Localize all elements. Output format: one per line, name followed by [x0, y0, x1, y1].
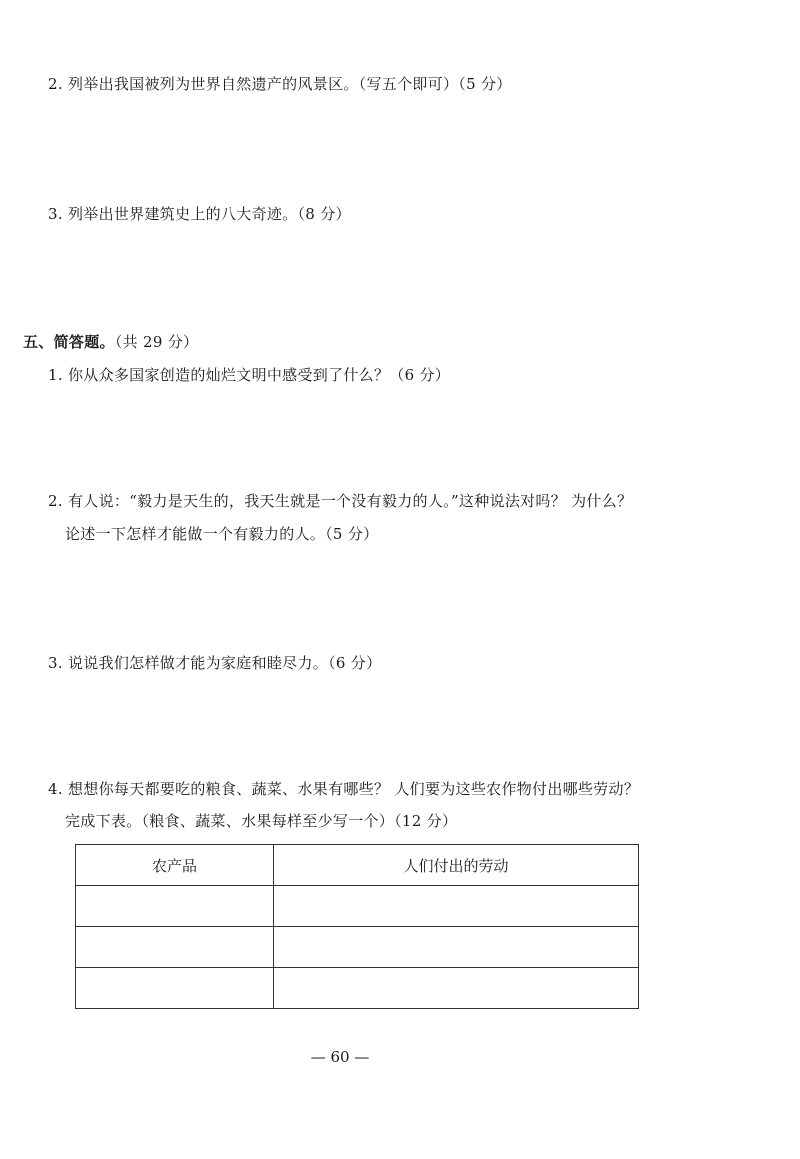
table-header-row [76, 845, 639, 886]
question-2: 2. 列举出我国被列为世界自然遗产的风景区。（写五个即可）（5 分） [48, 75, 512, 93]
table-row [76, 968, 639, 1009]
short-answer-3: 3. 说说我们怎样做才能为家庭和睦尽力。（6 分） [48, 654, 382, 672]
table-cell-produce[interactable] [76, 886, 274, 927]
short-answer-4-line-2: 完成下表。（粮食、蔬菜、水果每样至少写一个）（12 分） [65, 812, 458, 830]
section-5-heading [23, 332, 198, 352]
section-5-points: （共 29 分） [114, 333, 199, 351]
table-cell-produce[interactable] [76, 927, 274, 968]
table-cell-produce[interactable] [76, 968, 274, 1009]
question-3: 3. 列举出世界建筑史上的八大奇迹。（8 分） [48, 205, 351, 223]
short-answer-4-line-1: 4. 想想你每天都要吃的粮食、蔬菜、水果有哪些？ 人们要为这些农作物付出哪些劳动？ [48, 780, 640, 798]
table-row [76, 927, 639, 968]
page-number: — 60 — [310, 1048, 370, 1066]
table-cell-labor[interactable] [274, 886, 639, 927]
table-row [76, 886, 639, 927]
short-answer-2-line-2: 论述一下怎样才能做一个有毅力的人。（5 分） [65, 525, 379, 543]
short-answer-1: 1. 你从众多国家创造的灿烂文明中感受到了什么？（6 分） [48, 366, 451, 384]
produce-labor-table [75, 844, 639, 1009]
table-cell-labor[interactable] [274, 968, 639, 1009]
column-header-labor: 人们付出的劳动 [274, 845, 639, 886]
column-header-produce: 农产品 [76, 845, 274, 886]
table-cell-labor[interactable] [274, 927, 639, 968]
short-answer-2-line-1: 2. 有人说：“毅力是天生的，我天生就是一个没有毅力的人。”这种说法对吗？ 为什么？ [48, 492, 633, 510]
section-5-title: 五、简答题。 [23, 333, 115, 351]
